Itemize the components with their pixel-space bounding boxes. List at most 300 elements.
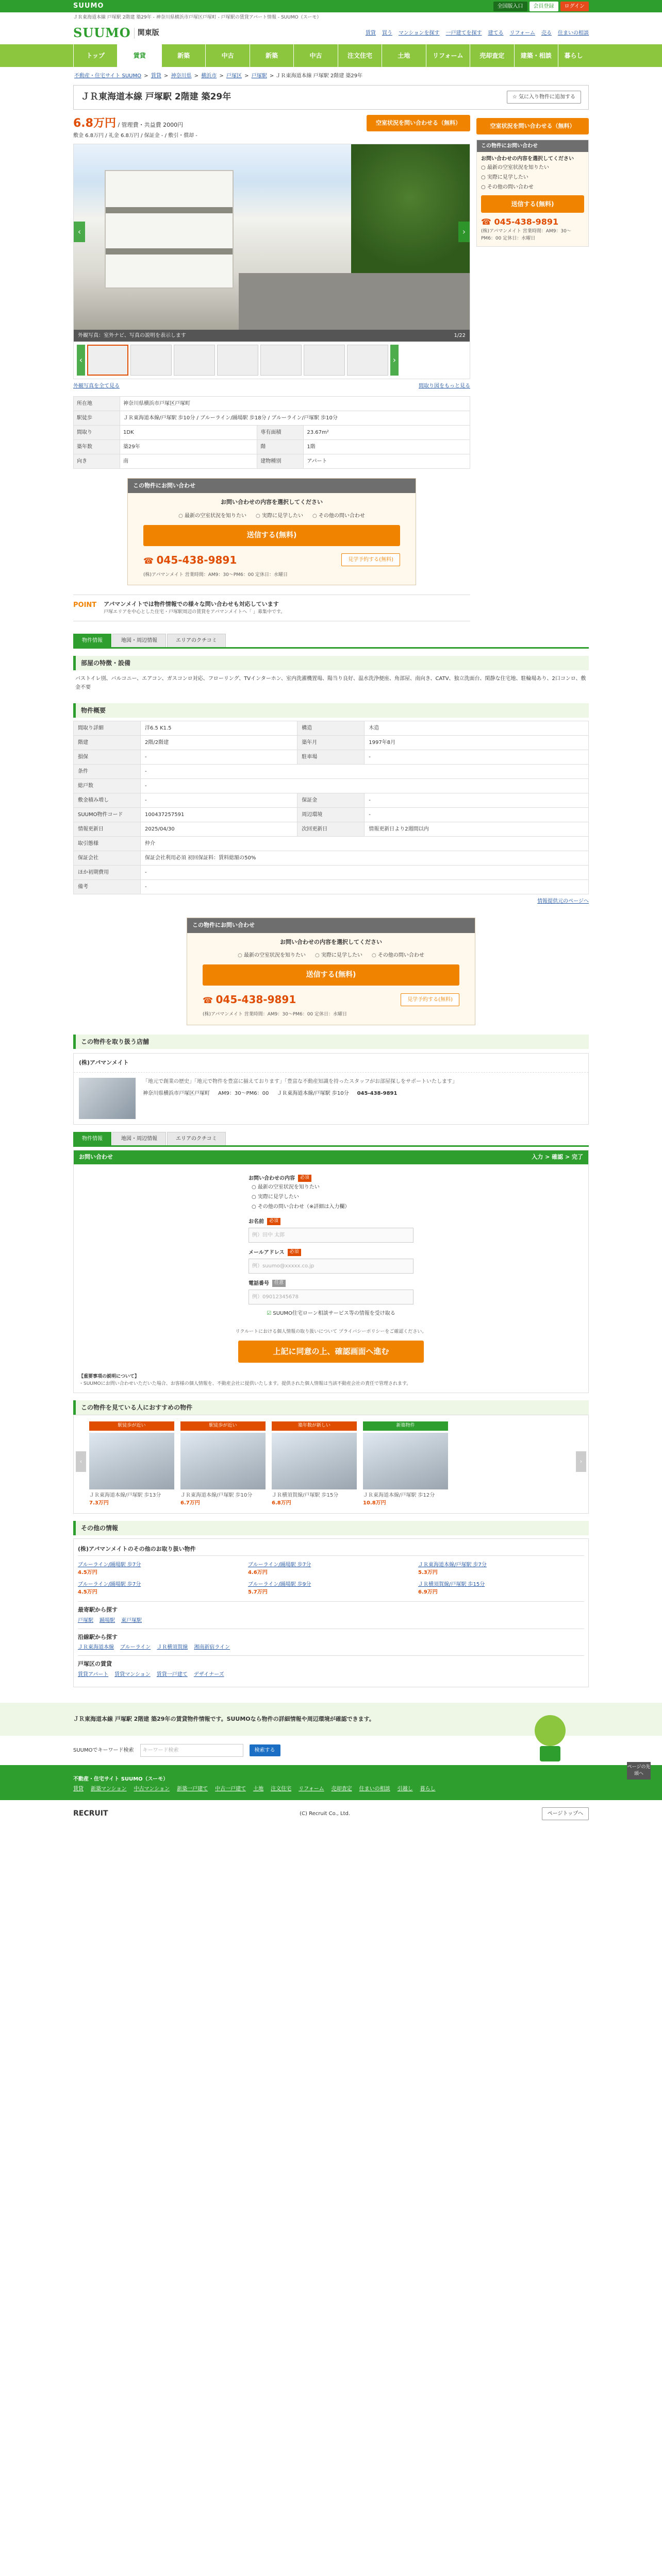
price-detail: 敷金 6.8万円 / 礼金 6.8万円 / 保証金 - / 敷引・償却 -	[73, 132, 197, 139]
recommend-heading: この物件を見ている人におすすめの物件	[73, 1400, 589, 1415]
detail-key: 構造	[297, 721, 365, 736]
header-link[interactable]: 住まいの相談	[558, 30, 589, 36]
side-column	[476, 115, 589, 627]
header-caption: ＪＲ東海道本線 戸塚駅 2階建 築29年 - 神奈川県横浜市戸塚区戸塚町 - 戸塚駅の賃貸アパート情報 - SUUMO（スーモ）	[73, 15, 322, 20]
gnav-land[interactable]: 土地	[382, 44, 425, 67]
table-row	[74, 880, 589, 894]
company-message: 「地元で創業の歴史」「地元で物件を豊富に揃えております」「豊富な不動産知識を持ったスタッフがお部屋探しをサポートいたします」	[143, 1079, 457, 1084]
detail-value: 2階/2階建	[141, 736, 297, 750]
privacy-note: リクルートにおける個人情報の取り扱いについて プライバシーポリシーをご確認ください。	[235, 1329, 427, 1334]
phone-number[interactable]: ☎ 045-438-9891	[143, 552, 237, 568]
email-input[interactable]: 例）suumo@xxxxx.co.jp	[249, 1259, 413, 1274]
card-tag: 新築物件	[363, 1421, 448, 1431]
inquiry-box	[127, 478, 416, 586]
gnav-reform[interactable]: リフォーム	[426, 44, 470, 67]
other-rent: 5.3万円	[418, 1570, 438, 1576]
detail-value: 情報更新日より2週間以内	[365, 822, 589, 837]
inquiry-options	[187, 950, 475, 964]
card-image	[180, 1433, 266, 1489]
features-heading: 部屋の特徴・設備	[73, 656, 589, 670]
copyright: (C) Recruit Co., Ltd.	[300, 1811, 351, 1817]
header-link[interactable]: 賃貸	[365, 30, 376, 36]
inquiry-option[interactable]: ○ 実際に見学したい	[256, 512, 303, 520]
form-title: お問い合わせ	[79, 1154, 113, 1160]
tab-reviews[interactable]: エリアのクチコミ	[167, 1132, 226, 1145]
tab-property[interactable]: 物件情報	[73, 1132, 111, 1145]
phone-number[interactable]: ☎ 045-438-9891	[203, 992, 296, 1007]
table-row	[74, 851, 589, 866]
breadcrumb-current: ＪＲ東海道本線 戸塚駅 2階建 築29年	[275, 73, 363, 79]
spec-value: 1DK	[120, 425, 257, 439]
other-link[interactable]: ブルーライン/踊場駅 歩7分	[78, 1582, 141, 1588]
tab-map[interactable]: 地図・周辺情報	[112, 1132, 166, 1145]
other-properties	[73, 1538, 589, 1687]
gnav-top[interactable]: トップ	[73, 44, 117, 67]
search-title: 最寄駅から探す	[78, 1606, 118, 1614]
side-question: お問い合わせの内容を選択してください	[481, 156, 574, 162]
favorite-button[interactable]: ☆ 気に入り物件に追加する	[507, 91, 581, 104]
table-row	[74, 721, 589, 736]
side-option[interactable]: ○ その他の問い合わせ	[481, 182, 584, 192]
search-by-line	[78, 1629, 584, 1656]
detail-value: -	[141, 866, 589, 880]
inquiry-options	[128, 510, 416, 525]
card-address: ＪＲ東海道本線/戸塚駅 歩12分	[363, 1492, 435, 1498]
header-links	[321, 29, 589, 37]
visit-reserve-button[interactable]: 見学予約する(無料)	[401, 993, 459, 1006]
detail-key: 築年月	[297, 736, 365, 750]
required-badge: 必須	[267, 1218, 280, 1225]
area-label: 関東版	[134, 28, 159, 39]
other-rent: 4.5万円	[78, 1570, 97, 1576]
header-link[interactable]: 建てる	[488, 30, 504, 36]
source-page-link[interactable]: 情報提供元のページへ	[537, 899, 589, 904]
gnav-new-mansion[interactable]: 新築	[161, 44, 205, 67]
gnav-sell[interactable]: 売却査定	[470, 44, 514, 67]
caption-text: 外観写真：室外ナビ、写真の説明を表示します	[78, 332, 186, 338]
table-row	[74, 765, 589, 779]
global-nav	[0, 44, 662, 67]
detail-value: -	[141, 793, 297, 808]
thumb-next-icon[interactable]: ›	[390, 345, 399, 376]
footer-link[interactable]: 暮らし	[420, 1786, 436, 1792]
detail-value: -	[365, 793, 589, 808]
point-title: アパマンメイトでは物件情報での様々な問い合わせも対応しています	[104, 601, 279, 607]
gnav-rent[interactable]: 賃貸	[117, 44, 161, 67]
table-row	[74, 837, 589, 851]
inquiry-question: お問い合わせの内容を選択してください	[280, 938, 382, 945]
notes-text: ・SUUMOにお問い合わせいただいた場合、お客様の個人情報を、不動産会社に提供いたします。提供された個人情報は当該不動産会社の責任で管理されます。	[79, 1381, 411, 1386]
thumbnail[interactable]	[260, 345, 302, 376]
breadcrumb-link[interactable]: 賃貸	[151, 73, 161, 79]
logo-mark[interactable]: SUUMO	[73, 25, 131, 40]
spec-value: アパート	[304, 454, 470, 468]
optional-badge: 任意	[272, 1280, 286, 1287]
breadcrumb-link[interactable]: 戸塚駅	[251, 73, 267, 79]
search-by-type	[78, 1655, 584, 1683]
side-inquiry-head: この物件にお問い合わせ	[477, 140, 588, 152]
thumbnail[interactable]	[174, 345, 215, 376]
suumo-logo[interactable]	[73, 24, 159, 42]
list-item[interactable]	[248, 1561, 414, 1577]
side-company: (株)アパマンメイト 営業時間：AM9：30～PM6：00 定休日：水曜日	[481, 229, 571, 241]
detail-tabs	[73, 634, 589, 649]
header-link[interactable]: リフォーム	[509, 30, 535, 36]
footer-link[interactable]: 賃貸	[73, 1786, 84, 1792]
visit-reserve-button[interactable]: 見学予約する(無料)	[341, 553, 400, 566]
search-title: 沿線駅から探す	[78, 1633, 118, 1640]
search-by-station	[78, 1601, 584, 1629]
content-columns	[73, 115, 589, 627]
spec-value: 1階	[304, 439, 470, 454]
table-row	[74, 793, 589, 808]
carousel-next-icon[interactable]: ›	[576, 1451, 586, 1472]
detail-key: 間取り詳細	[74, 721, 141, 736]
other-link[interactable]: ブルーライン/踊場駅 歩7分	[78, 1562, 141, 1568]
all-photos-link[interactable]: 外観写真を全て見る	[73, 383, 120, 389]
gnav-used-mansion[interactable]: 中古	[205, 44, 249, 67]
search-link[interactable]: 戸塚駅	[78, 1617, 93, 1623]
card-rent: 6.8万円	[272, 1500, 291, 1506]
breadcrumb-link[interactable]: 神奈川県	[171, 73, 192, 79]
photo-gallery	[73, 144, 470, 379]
photo-trees	[351, 144, 470, 278]
detail-key: 保証金	[297, 793, 365, 808]
side-inquiry	[476, 140, 589, 247]
recommend-card[interactable]	[272, 1421, 357, 1507]
header-link[interactable]: マンションを探す	[398, 30, 440, 36]
thumbnail[interactable]	[130, 345, 172, 376]
gnav-new-house[interactable]: 新築	[250, 44, 293, 67]
side-option[interactable]: ○ 最新の空室状況を知りたい	[481, 163, 584, 173]
detail-key: 敷金積み増し	[74, 793, 141, 808]
other-link[interactable]: ＪＲ横須賀線/戸塚駅 歩15分	[418, 1582, 485, 1588]
recommend-card[interactable]	[180, 1421, 266, 1507]
main-column	[73, 115, 470, 627]
form-steps: 入力 > 確認 > 完了	[532, 1154, 583, 1160]
detail-key: 総戸数	[74, 779, 141, 793]
detail-value: -	[141, 779, 589, 793]
thumbnail[interactable]	[304, 345, 345, 376]
list-item[interactable]	[418, 1581, 584, 1596]
list-item[interactable]	[248, 1581, 414, 1596]
table-row	[74, 736, 589, 750]
company-tel[interactable]: 045-438-9891	[357, 1091, 398, 1096]
search-link[interactable]: 湘南新宿ライン	[194, 1645, 230, 1651]
vacancy-inquiry-button[interactable]: 空室状況を問い合わせる（無料）	[367, 115, 470, 132]
table-row	[74, 396, 470, 411]
tel-input[interactable]: 例）09012345678	[249, 1290, 413, 1304]
card-image	[272, 1433, 357, 1489]
search-link[interactable]: 賃貸マンション	[114, 1671, 151, 1677]
search-link[interactable]: 踊場駅	[100, 1617, 115, 1623]
spec-key: 間取り	[74, 425, 120, 439]
breadcrumb: 不動産・住宅サイト SUUMO > 賃貸 > 神奈川県 > 横浜市 > 戸塚区 > 戸塚駅 > ＪＲ東海道本線 戸塚駅 2階建 築29年	[74, 73, 363, 79]
table-row	[74, 866, 589, 880]
photo-road	[239, 273, 470, 330]
prev-photo-icon[interactable]: ‹	[74, 222, 85, 242]
detail-value: 洋6.5 K1.5	[141, 721, 297, 736]
footer-heading: 不動産・住宅サイト SUUMO（スーモ）	[73, 1776, 169, 1783]
company-card	[73, 1053, 589, 1125]
company-info: (株)アパマンメイト 営業時間：AM9：30～PM6：00 定休日：水曜日	[143, 572, 288, 578]
card-rent: 10.8万円	[363, 1500, 386, 1506]
card-address: ＪＲ東海道本線/戸塚駅 歩13分	[89, 1492, 161, 1498]
q1-option[interactable]: ○ 実際に見学したい	[249, 1192, 413, 1202]
detail-value: 木造	[365, 721, 589, 736]
footer-link[interactable]: 中古一戸建て	[215, 1786, 246, 1792]
detail-tabs-2	[73, 1132, 589, 1147]
breadcrumb-link[interactable]: 不動産・住宅サイト SUUMO	[74, 73, 141, 79]
point-box	[73, 595, 470, 621]
top-logo[interactable]: SUUMO	[73, 2, 104, 10]
search-link[interactable]: ＪＲ横須賀線	[157, 1645, 188, 1651]
spec-key: 築年数	[74, 439, 120, 454]
detail-value: -	[141, 750, 297, 765]
rent-price: 6.8万円 / 管理費・共益費 2000円	[73, 116, 184, 130]
other-subheading: (株)アパマンメイトのその他のお取り扱い物件	[78, 1543, 584, 1556]
search-link[interactable]: 賃貸アパート	[78, 1671, 109, 1677]
company-heading: この物件を取り扱う店舗	[73, 1035, 589, 1049]
confirm-button[interactable]: 上記に同意の上、確認画面へ進む	[238, 1341, 424, 1363]
card-rent: 7.3万円	[89, 1500, 109, 1506]
spec-value: ＪＲ東海道本線/戸塚駅 歩10分 / ブルーライン/踊場駅 歩18分 / ブルーライン/戸塚駅 歩10分	[120, 411, 470, 425]
recommend-card[interactable]	[89, 1421, 174, 1507]
table-row	[74, 779, 589, 793]
point-text: 戸塚エリアを中心とした住宅・戸塚駅周辺の賃貸をアパマンメイトへ「 」募集中です。	[104, 609, 286, 615]
detail-heading: 物件概要	[73, 703, 589, 718]
notes-title: 【重要事項の説明について】	[79, 1374, 139, 1379]
other-rent: 4.5万円	[78, 1589, 97, 1596]
gnav-life[interactable]: 暮らし	[558, 44, 589, 67]
thumbnail[interactable]	[347, 345, 388, 376]
footer-link[interactable]: 注文住宅	[271, 1786, 292, 1792]
side-option[interactable]: ○ 実際に見学したい	[481, 173, 584, 182]
q1-option[interactable]: ○ 最新の空室状況を知りたい	[249, 1182, 413, 1192]
thumb-prev-icon[interactable]: ‹	[77, 345, 85, 376]
detail-value: -	[365, 808, 589, 822]
search-button[interactable]: 検索する	[250, 1744, 280, 1756]
side-vacancy-button[interactable]: 空室状況を問い合わせる（無料）	[476, 118, 589, 135]
other-rent: 4.6万円	[248, 1570, 268, 1576]
footer-link[interactable]: 引越し	[397, 1786, 413, 1792]
table-row	[74, 822, 589, 837]
detail-key: 条件	[74, 765, 141, 779]
store-photo	[79, 1078, 136, 1119]
company-info: (株)アパマンメイト 営業時間：AM9：30～PM6：00 定休日：水曜日	[203, 1012, 347, 1017]
search-link[interactable]: 東戸塚駅	[121, 1617, 142, 1623]
company-hours: AM9：30～PM6：00	[218, 1091, 269, 1096]
footer-link[interactable]: 住まいの相談	[359, 1786, 390, 1792]
spec-value: 築29年	[120, 439, 257, 454]
table-row	[74, 750, 589, 765]
detail-key: 情報更新日	[74, 822, 141, 837]
search-link[interactable]: ＪＲ東海道本線	[78, 1645, 114, 1651]
spec-key: 所在地	[74, 396, 120, 411]
detail-value: 100437257591	[141, 808, 297, 822]
detail-key: 駐車場	[297, 750, 365, 765]
detail-key: 損保	[74, 750, 141, 765]
list-item[interactable]	[78, 1561, 244, 1577]
detail-key: ほか初期費用	[74, 866, 141, 880]
spec-key: 専有面積	[257, 425, 304, 439]
table-row	[74, 425, 470, 439]
card-address: ＪＲ東海道本線/戸塚駅 歩10分	[180, 1492, 253, 1498]
footer-links	[0, 1765, 662, 1800]
detail-key: 周辺環境	[297, 808, 365, 822]
other-rent: 6.9万円	[418, 1589, 438, 1596]
card-address: ＪＲ横須賀線/戸塚駅 歩15分	[272, 1492, 339, 1498]
required-badge: 必須	[298, 1175, 311, 1182]
detail-table	[73, 721, 589, 894]
inquiry-head: この物件にお問い合わせ	[128, 479, 416, 494]
thumbnail[interactable]	[87, 345, 128, 376]
name-label: お名前	[249, 1218, 264, 1225]
card-tag: 築年数が新しい	[272, 1421, 357, 1431]
footer-bottom	[73, 1800, 589, 1827]
inquiry-option[interactable]: ○ その他の問い合わせ	[372, 952, 424, 959]
card-image	[89, 1433, 174, 1489]
detail-value: 仲介	[141, 837, 589, 851]
footer-link[interactable]: 新築一戸建て	[177, 1786, 208, 1792]
register-button[interactable]: 会員登録	[529, 2, 558, 11]
thumbnail[interactable]	[217, 345, 258, 376]
card-rent: 6.7万円	[180, 1500, 200, 1506]
header-link[interactable]: 買う	[382, 30, 392, 36]
tel-label: 電話番号	[249, 1280, 269, 1286]
header	[0, 12, 662, 44]
search-title: 戸塚区の賃貸	[78, 1660, 112, 1668]
other-rent: 5.7万円	[248, 1589, 268, 1596]
other-link[interactable]: ブルーライン/踊場駅 歩9分	[248, 1582, 311, 1588]
photo-count: 1/22	[454, 332, 466, 338]
detail-key: 次回更新日	[297, 822, 365, 837]
required-badge: 必須	[288, 1249, 301, 1256]
recommend-card[interactable]	[363, 1421, 448, 1507]
footer-link[interactable]: 土地	[253, 1786, 264, 1792]
side-phone[interactable]: ☎ 045-438-9891	[481, 216, 584, 228]
footer-link[interactable]: 新築マンション	[91, 1786, 127, 1792]
page-top-button[interactable]: ページトップへ	[542, 1807, 589, 1820]
floorplan-link[interactable]: 間取り図をもっと見る	[419, 383, 470, 389]
inquiry-option[interactable]: ○ 最新の空室状況を知りたい	[238, 952, 306, 959]
carousel-prev-icon[interactable]: ‹	[76, 1451, 86, 1472]
recruit-logo[interactable]: RECRUIT	[73, 1809, 108, 1818]
mail-label: メールアドレス	[249, 1249, 285, 1256]
table-row	[74, 411, 470, 425]
send-button[interactable]: 送信する(無料)	[143, 525, 400, 546]
search-link[interactable]: デザイナーズ	[193, 1671, 224, 1677]
inquiry-option[interactable]: ○ 実際に見学したい	[315, 952, 362, 959]
inquiry-question: お問い合わせの内容を選択してください	[221, 499, 323, 505]
footer-link[interactable]: リフォーム	[299, 1786, 324, 1792]
header-link[interactable]: 一戸建てを探す	[445, 30, 482, 36]
point-label: POINT	[73, 601, 97, 609]
search-label: SUUMOでキーワード検索	[73, 1748, 134, 1754]
name-input[interactable]: 例）田中 太郎	[249, 1228, 413, 1243]
company-access: ＪＲ東海道本線/戸塚駅 歩10分	[277, 1091, 349, 1096]
spec-value: 南	[120, 454, 257, 468]
login-button[interactable]: ログイン	[560, 2, 589, 11]
card-tag: 駅徒歩が近い	[180, 1421, 266, 1431]
loan-checkbox[interactable]: ☑ SUUMO住宅ローン相談サービス等の情報を受け取る	[74, 1310, 588, 1317]
side-send-button[interactable]: 送信する(無料)	[481, 195, 584, 213]
company-name[interactable]: (株)アパマンメイト	[79, 1059, 129, 1066]
spec-key: 建物種別	[257, 454, 304, 468]
page-title: ＪＲ東海道本線 戸塚駅 2階建 築29年	[81, 92, 231, 102]
spec-table	[73, 396, 470, 469]
keyword-input[interactable]: キーワード検索	[140, 1744, 243, 1757]
title-box	[73, 85, 589, 110]
search-link[interactable]: ブルーライン	[120, 1645, 151, 1651]
table-row	[74, 439, 470, 454]
inquiry-form	[73, 1150, 589, 1393]
detail-value: 1997年8月	[365, 736, 589, 750]
footer-banner	[0, 1703, 662, 1736]
thumbnail-strip	[74, 342, 470, 379]
send-button[interactable]: 送信する(無料)	[203, 964, 459, 986]
table-row	[74, 808, 589, 822]
gnav-used-house[interactable]: 中古	[293, 44, 337, 67]
list-item[interactable]	[418, 1561, 584, 1577]
national-button[interactable]: 全国版入口	[493, 2, 527, 11]
breadcrumb-link[interactable]: 横浜市	[201, 73, 217, 79]
tab-map[interactable]: 地図・周辺情報	[112, 634, 166, 647]
inquiry-head: この物件にお問い合わせ	[187, 918, 475, 933]
detail-key: 階建	[74, 736, 141, 750]
detail-value: -	[141, 880, 589, 894]
gnav-consult[interactable]: 建築・相談	[514, 44, 558, 67]
q1-label: お問い合わせの内容	[249, 1175, 295, 1181]
tab-property[interactable]: 物件情報	[73, 634, 111, 647]
spec-key: 向き	[74, 454, 120, 468]
spec-key: 階	[257, 439, 304, 454]
other-link[interactable]: ＪＲ東海道本線/戸塚駅 歩7分	[418, 1562, 487, 1568]
spec-value: 23.67m²	[304, 425, 470, 439]
other-link[interactable]: ブルーライン/踊場駅 歩7分	[248, 1562, 311, 1568]
detail-key: SUUMO物件コード	[74, 808, 141, 822]
inquiry-option[interactable]: ○ その他の問い合わせ	[312, 512, 365, 520]
header-link[interactable]: 売る	[541, 30, 552, 36]
gnav-custom-house[interactable]: 注文住宅	[338, 44, 382, 67]
tab-reviews[interactable]: エリアのクチコミ	[167, 634, 226, 647]
photo-caption	[74, 330, 470, 342]
spec-key: 駅徒歩	[74, 411, 120, 425]
inquiry-option[interactable]: ○ 最新の空室状況を知りたい	[178, 512, 246, 520]
detail-value: -	[365, 750, 589, 765]
q1-option[interactable]: ○ その他の問い合わせ（※詳細は入力欄）	[249, 1202, 413, 1212]
detail-key: 備考	[74, 880, 141, 894]
spec-value: 神奈川県横浜市戸塚区戸塚町	[120, 396, 470, 411]
search-link[interactable]: 賃貸一戸建て	[156, 1671, 188, 1677]
next-photo-icon[interactable]: ›	[458, 222, 470, 242]
detail-key: 保証会社	[74, 851, 141, 866]
breadcrumb-link[interactable]: 戸塚区	[226, 73, 242, 79]
footer-link[interactable]: 売却査定	[331, 1786, 352, 1792]
recommend-carousel	[73, 1415, 589, 1514]
list-item[interactable]	[78, 1581, 244, 1596]
top-strip	[0, 0, 662, 12]
footer-link[interactable]: 中古マンション	[134, 1786, 170, 1792]
inquiry-box-2	[187, 918, 475, 1025]
scroll-top-button[interactable]: ページの先頭へ	[627, 1762, 651, 1780]
company-address: 神奈川県横浜市戸塚区戸塚町	[143, 1091, 210, 1096]
footer-banner-text: ＪＲ東海道本線 戸塚駅 2階建 築29年の賃貸物件情報です。SUUMOなら物件の詳細情報や周辺環境が確認できます。	[73, 1715, 375, 1722]
more-heading: その他の情報	[73, 1521, 589, 1535]
features-text: バストイレ別、バルコニー、エアコン、ガスコンロ対応、フローリング、TVインターホン、室内洗濯機置場、陽当り良好、温水洗浄便座、角部屋、南向き、CATV、独立洗面台、閑静な住宅地、駐輪場あり、2口コンロ、敷金不要	[75, 676, 586, 690]
photo-links	[73, 379, 470, 393]
card-tag: 駅徒歩が近い	[89, 1421, 174, 1431]
